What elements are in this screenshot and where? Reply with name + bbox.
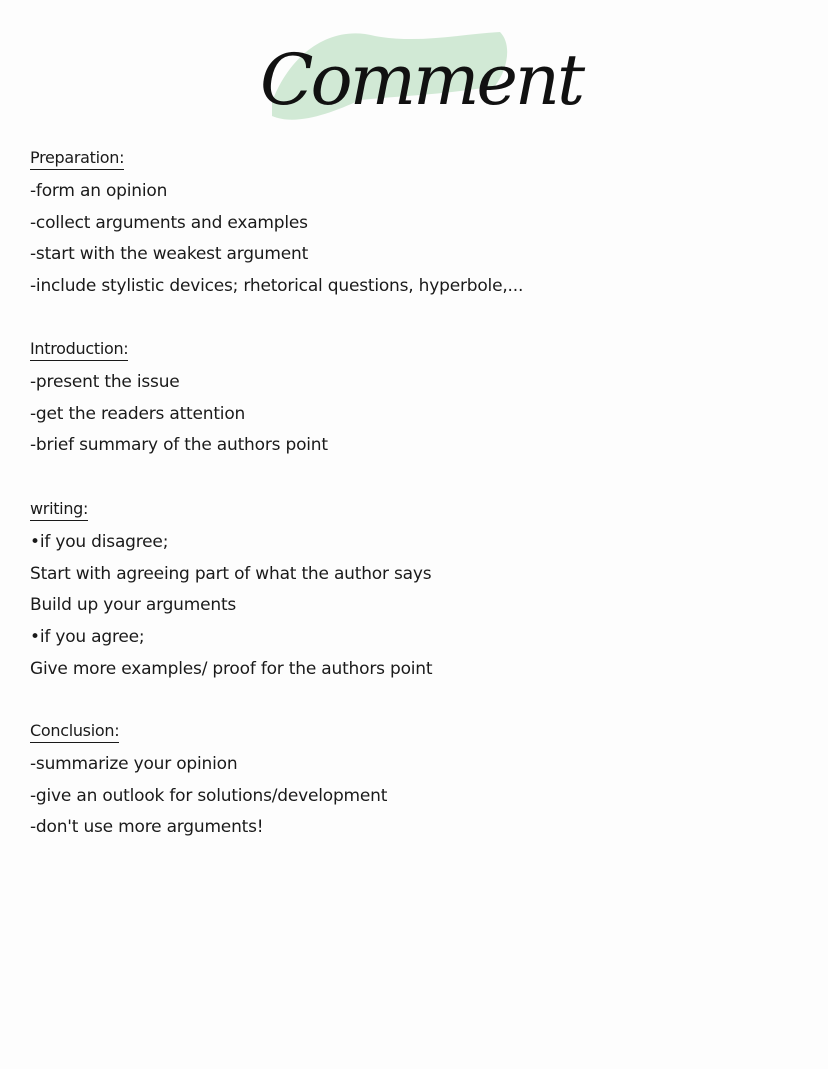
section-heading-preparation: Preparation: — [30, 148, 124, 170]
list-item: Start with agreeing part of what the author says — [30, 563, 432, 584]
list-item: -collect arguments and examples — [30, 212, 308, 233]
list-item: Build up your arguments — [30, 595, 237, 616]
page-title: Comment — [260, 39, 583, 121]
section-conclusion — [30, 721, 810, 844]
list-item: -start with the weakest argument — [30, 244, 309, 265]
title-graphic — [250, 14, 583, 134]
list-item: -give an outlook for solutions/development — [30, 785, 388, 806]
list-item: -form an opinion — [30, 181, 168, 201]
list-item: -don't use more arguments! — [30, 817, 264, 838]
section-introduction — [30, 339, 810, 462]
section-heading-introduction: Introduction: — [30, 339, 128, 361]
list-item: Give more examples/ proof for the authors point — [30, 658, 433, 679]
list-item: •if you disagree; — [30, 532, 169, 552]
list-item: -get the readers attention — [30, 403, 246, 424]
section-heading-writing: writing: — [30, 499, 88, 521]
list-item: -present the issue — [30, 372, 180, 392]
list-item: •if you agree; — [30, 627, 145, 648]
list-item: -include stylistic devices; rhetorical questions, hyperbole,... — [30, 276, 524, 297]
title-block — [250, 14, 583, 134]
section-preparation — [30, 148, 810, 303]
list-item: -summarize your opinion — [30, 754, 238, 774]
list-item: -brief summary of the authors point — [30, 435, 328, 456]
section-writing — [30, 499, 810, 685]
section-heading-conclusion: Conclusion: — [30, 721, 119, 743]
